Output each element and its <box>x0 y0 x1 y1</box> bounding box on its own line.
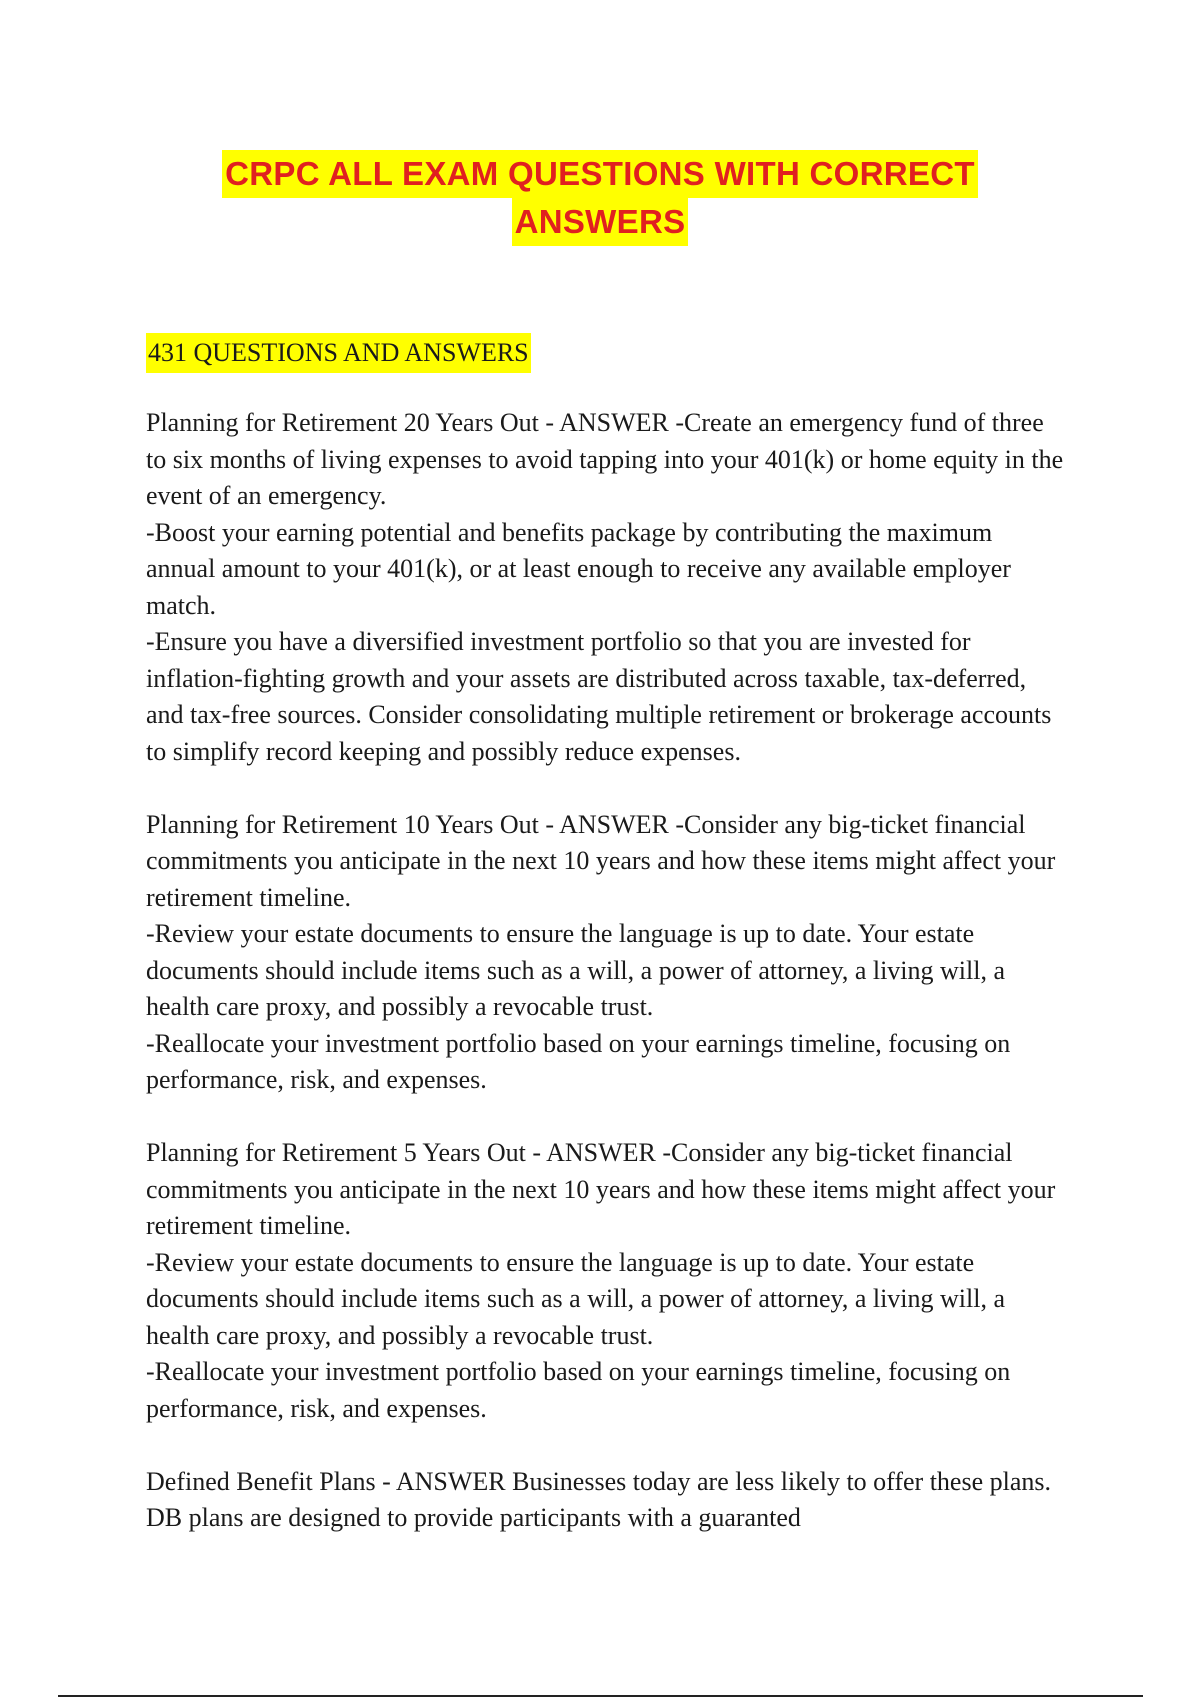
qa-item <box>146 1464 1066 1537</box>
qa-line: -Reallocate your investment portfolio based on your earnings timeline, focusing on performance, risk, and expenses. <box>146 1028 1011 1094</box>
title-line-1: CRPC ALL EXAM QUESTIONS WITH CORRECT <box>222 150 978 198</box>
qa-body <box>146 405 1066 1573</box>
qa-line: Defined Benefit Plans - ANSWER Businesses today are less likely to offer these plans. DB plans are designed to provide participants with a guaranted <box>146 1466 1052 1532</box>
qa-item <box>146 807 1066 1099</box>
qa-line: Planning for Retirement 10 Years Out - ANSWER -Consider any big-ticket financial commitments you anticipate in the next 10 years and how these items might affect your retirement timeline. <box>146 809 1056 912</box>
title-line-2: ANSWERS <box>512 198 689 246</box>
footer-divider <box>58 1695 1143 1697</box>
document-title <box>0 150 1200 246</box>
qa-line: -Review your estate documents to ensure the language is up to date. Your estate documents should include items such as a will, a power of attorney, a living will, a health care proxy, and possibly a revocable trust. <box>146 1247 1006 1350</box>
qa-line: -Ensure you have a diversified investment portfolio so that you are invested for inflation-fighting growth and your assets are distributed across taxable, tax-deferred, and tax-free sources. Consider consolidating multiple retirement or brokerage accounts to simplify record keeping and possibly reduce expenses. <box>146 627 1052 766</box>
qa-line: Planning for Retirement 5 Years Out - ANSWER -Consider any big-ticket financial commitments you anticipate in the next 10 years and how these items might affect your retirement timeline. <box>146 1138 1056 1240</box>
qa-item <box>146 1135 1066 1427</box>
qa-line: -Reallocate your investment portfolio based on your earnings timeline, focusing on performance, risk, and expenses. <box>146 1357 1011 1423</box>
qa-line: Planning for Retirement 20 Years Out - ANSWER -Create an emergency fund of three to six months of living expenses to avoid tapping into your 401(k) or home equity in the event of an emergency. <box>146 408 1064 510</box>
qa-item <box>146 405 1066 770</box>
qa-line: -Review your estate documents to ensure the language is up to date. Your estate documents should include items such as a will, a power of attorney, a living will, a health care proxy, and possibly a revocable trust. <box>146 919 1006 1021</box>
qa-line: -Boost your earning potential and benefits package by contributing the maximum annual amount to your 401(k), or at least enough to receive any available employer match. <box>146 517 1011 620</box>
question-count-heading: 431 QUESTIONS AND ANSWERS <box>146 333 531 373</box>
